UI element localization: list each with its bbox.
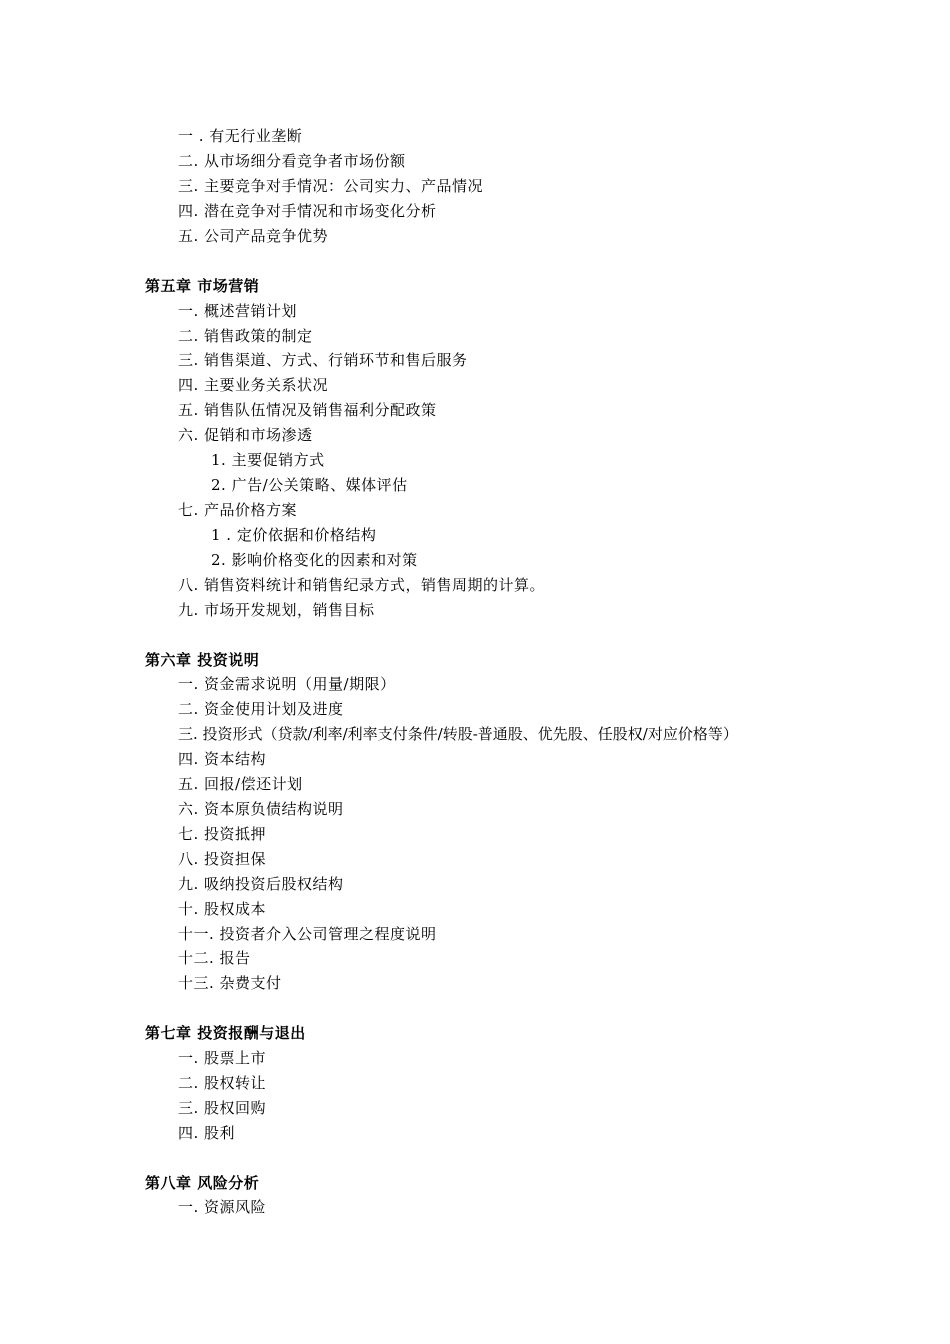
sub-list-item: 2. 广告/公关策略、媒体评估 [211,476,408,494]
list-item: 一. 资金需求说明（用量/期限） [178,675,396,693]
list-item: 四. 潜在竞争对手情况和市场变化分析 [178,202,437,220]
list-item: 六. 促销和市场渗透 [178,426,313,444]
list-item: 四. 股利 [178,1124,236,1142]
list-item: 九. 市场开发规划，销售目标 [178,601,375,619]
list-item: 一. 概述营销计划 [178,302,298,320]
list-item: 九. 吸纳投资后股权结构 [178,875,344,893]
list-item: 五. 公司产品竞争优势 [178,227,329,245]
list-item: 三. 投资形式（贷款/利率/利率支付条件/转股-普通股、优先股、任股权/对应价格等） [178,725,738,743]
list-item: 十三. 杂费支付 [178,974,282,992]
list-item: 三. 主要竞争对手情况：公司实力、产品情况 [178,177,484,195]
list-item: 四. 主要业务关系状况 [178,376,329,394]
sub-list-item: 1. 主要促销方式 [211,451,325,469]
list-item: 二. 销售政策的制定 [178,327,313,345]
list-item: 七. 产品价格方案 [178,501,298,519]
list-item: 七. 投资抵押 [178,825,267,843]
chapter-heading: 第六章 投资说明 [145,651,260,669]
list-item: 三. 销售渠道、方式、行销环节和售后服务 [178,351,468,369]
list-item: 二. 资金使用计划及进度 [178,700,344,718]
list-item: 五. 回报/偿还计划 [178,775,303,793]
chapter-heading: 第八章 风险分析 [145,1174,260,1192]
chapter-heading: 第五章 市场营销 [145,277,260,295]
chapter-heading: 第七章 投资报酬与退出 [145,1024,306,1042]
list-item: 二. 股权转让 [178,1074,267,1092]
list-item: 四. 资本结构 [178,750,267,768]
list-item: 五. 销售队伍情况及销售福利分配政策 [178,401,437,419]
list-item: 十一. 投资者介入公司管理之程度说明 [178,925,437,943]
list-item: 六. 资本原负债结构说明 [178,800,344,818]
list-item: 三. 股权回购 [178,1099,267,1117]
list-item: 一 . 有无行业垄断 [178,127,303,145]
list-item: 八. 销售资料统计和销售纪录方式，销售周期的计算。 [178,576,546,594]
list-item: 二. 从市场细分看竞争者市场份额 [178,152,406,170]
list-item: 一. 股票上市 [178,1049,267,1067]
sub-list-item: 1 . 定价依据和价格结构 [211,526,377,544]
sub-list-item: 2. 影响价格变化的因素和对策 [211,551,418,569]
list-item: 十二. 报告 [178,949,251,967]
list-item: 十. 股权成本 [178,900,267,918]
list-item: 一. 资源风险 [178,1198,267,1216]
list-item: 八. 投资担保 [178,850,267,868]
